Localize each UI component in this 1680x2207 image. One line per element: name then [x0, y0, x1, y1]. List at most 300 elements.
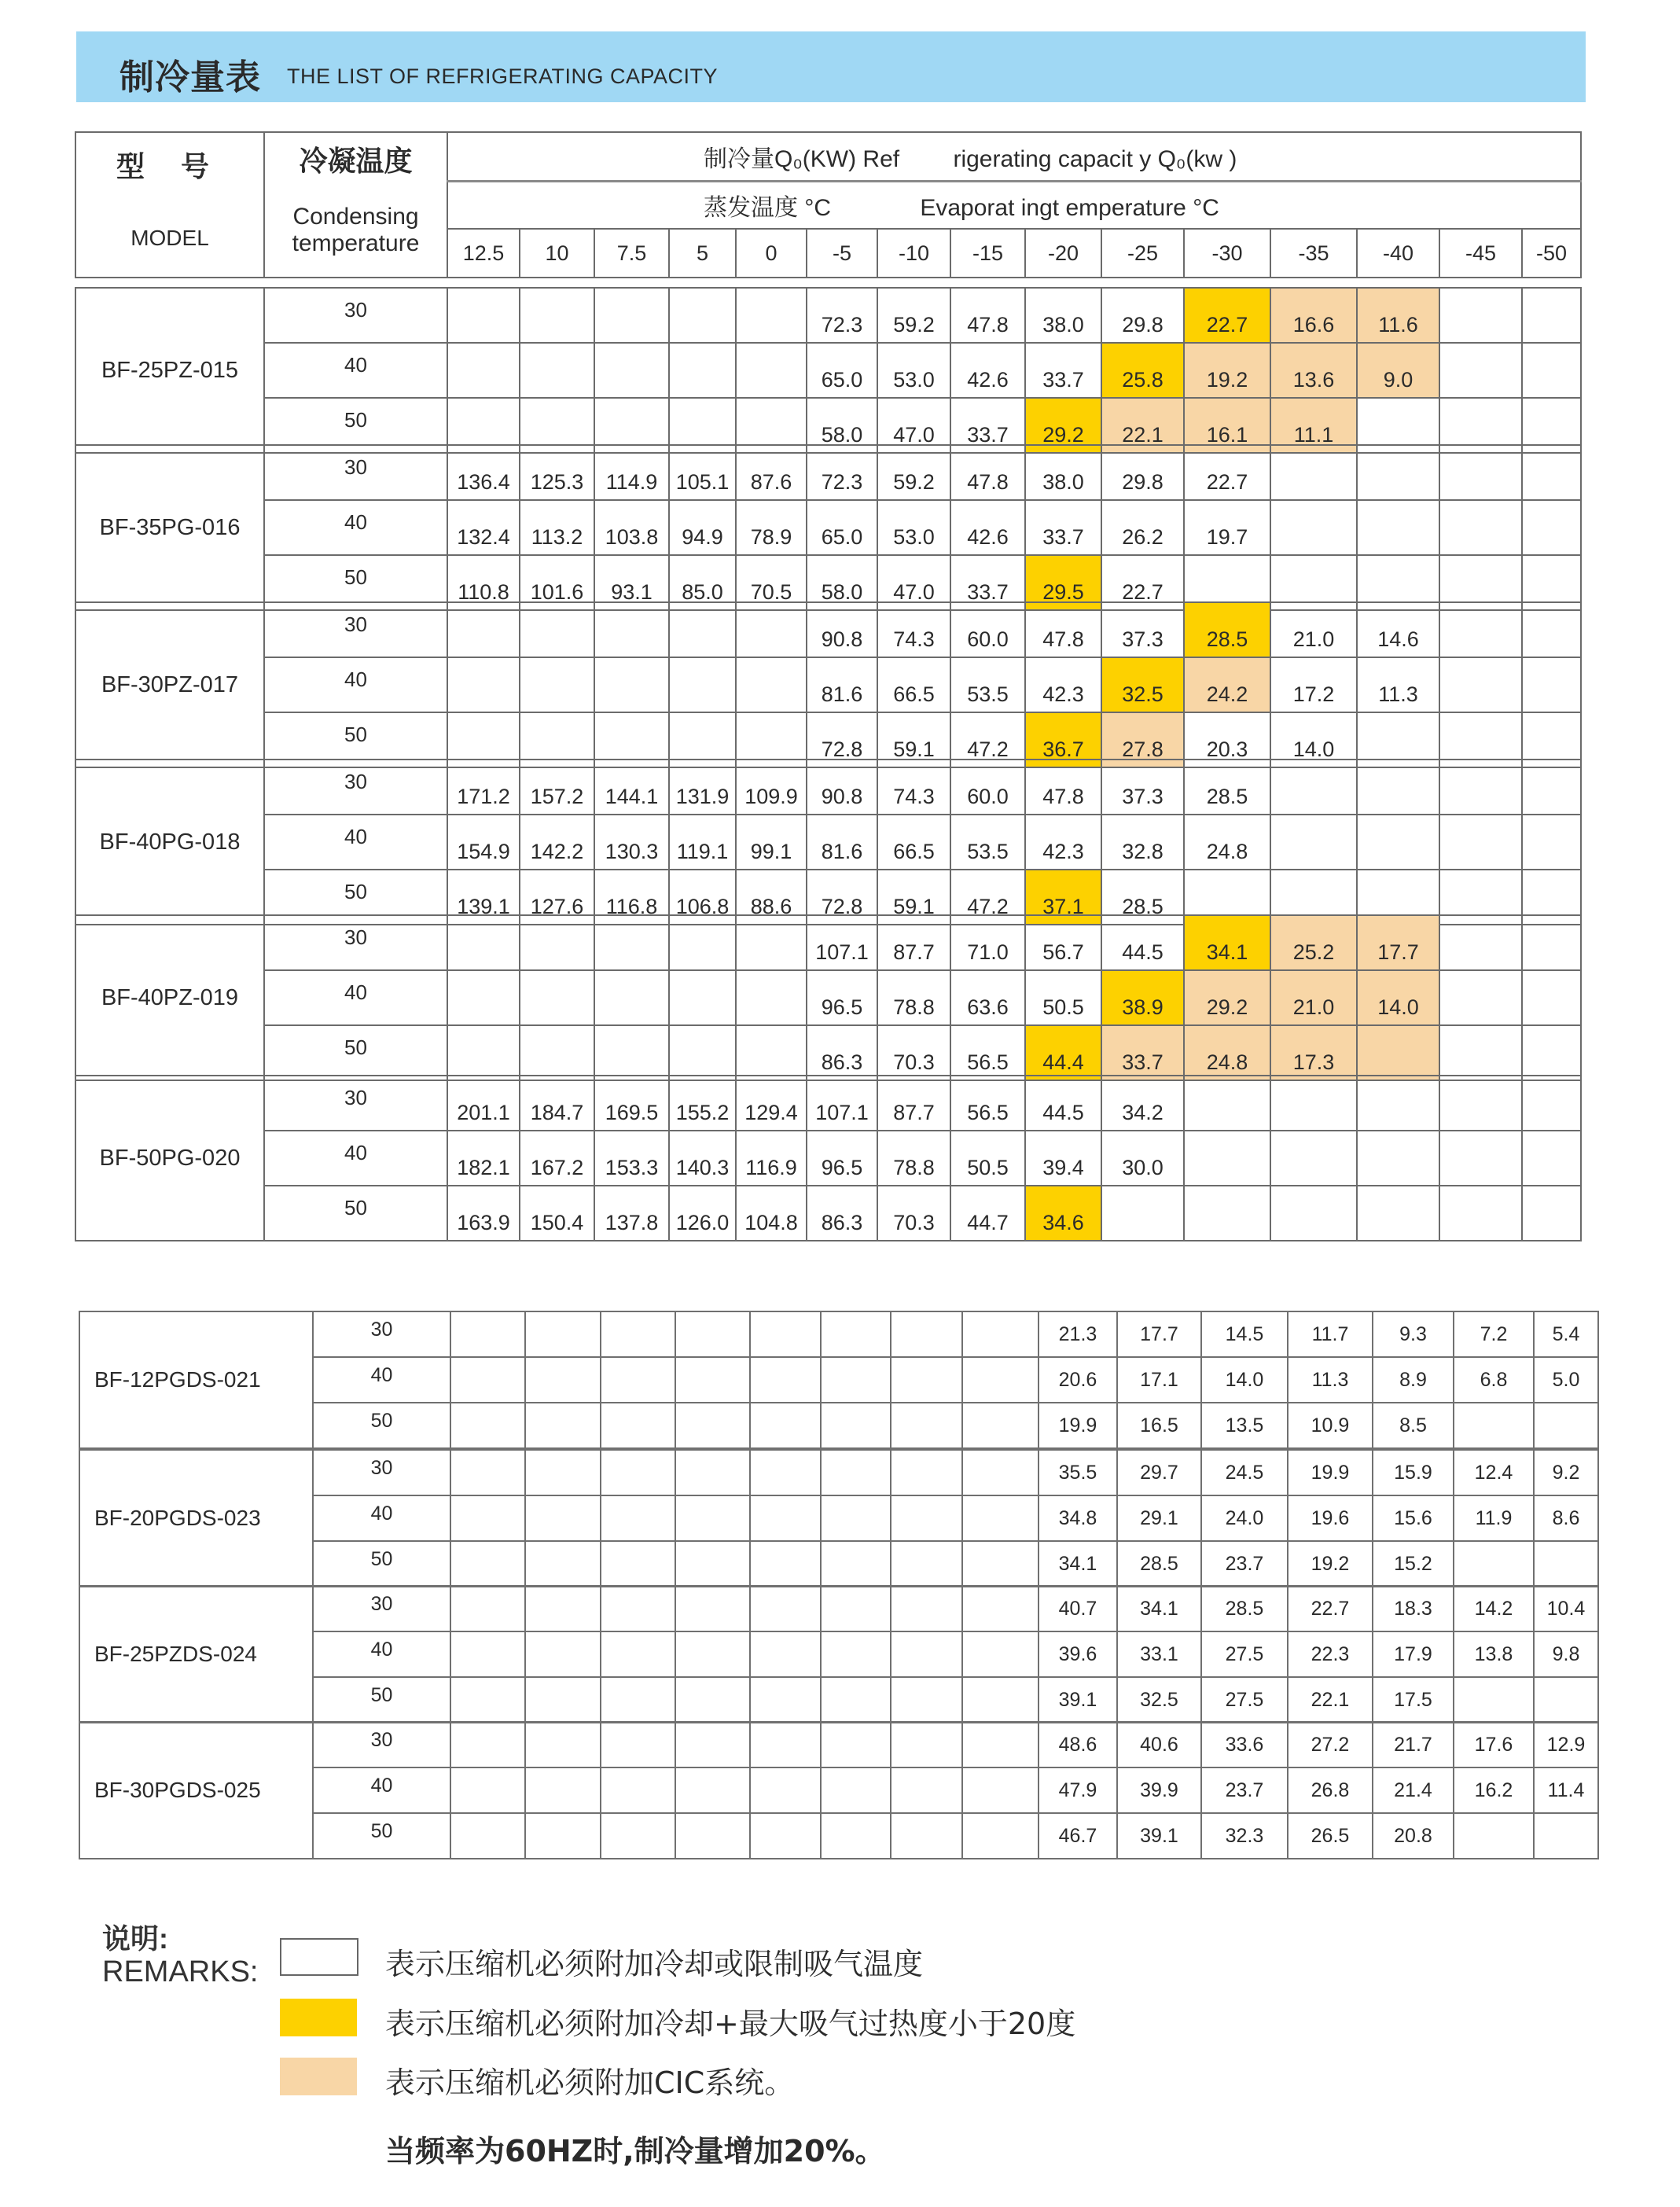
capacity-cell: 11.1 — [1270, 398, 1357, 453]
capacity-cell: 17.5 — [1373, 1677, 1454, 1723]
capacity-cell: 50.5 — [950, 1131, 1025, 1186]
capacity-cell: 19.6 — [1288, 1495, 1373, 1541]
empty-cell — [525, 1767, 601, 1813]
capacity-cell: 37.3 — [1101, 602, 1184, 657]
evap-temp-header: -50 — [1522, 229, 1581, 278]
capacity-cell: 116.8 — [594, 870, 669, 925]
capacity-cell: 42.6 — [950, 500, 1025, 555]
table-row — [75, 760, 1581, 815]
capacity-cell: 44.5 — [1101, 915, 1184, 970]
empty-cell — [1357, 760, 1439, 815]
empty-cell — [1439, 760, 1522, 815]
condensing-temp: 40 — [313, 1495, 450, 1541]
model-block — [75, 1075, 1582, 1241]
capacity-cell: 22.7 — [1288, 1586, 1373, 1631]
capacity-cell: 39.1 — [1039, 1677, 1117, 1723]
capacity-cell: 53.0 — [877, 500, 950, 555]
capacity-cell: 33.1 — [1117, 1631, 1201, 1677]
capacity-cell: 81.6 — [807, 815, 877, 870]
capacity-cell: 24.8 — [1184, 1025, 1270, 1080]
empty-cell — [1534, 1813, 1598, 1859]
capacity-cell: 28.5 — [1101, 870, 1184, 925]
empty-cell — [962, 1357, 1039, 1403]
capacity-cell: 30.0 — [1101, 1131, 1184, 1186]
capacity-cell: 58.0 — [807, 398, 877, 453]
empty-cell — [962, 1450, 1039, 1495]
condensing-temp: 40 — [264, 343, 447, 398]
capacity-cell: 13.8 — [1454, 1631, 1534, 1677]
capacity-cell: 131.9 — [669, 760, 736, 815]
condensing-temp: 50 — [313, 1403, 450, 1448]
empty-cell — [1270, 1076, 1357, 1131]
capacity-cell: 33.7 — [1025, 343, 1101, 398]
capacity-cell: 8.5 — [1373, 1403, 1454, 1448]
capacity-cell: 16.2 — [1454, 1767, 1534, 1813]
empty-cell — [1357, 1131, 1439, 1186]
capacity-cell: 16.6 — [1270, 288, 1357, 343]
capacity-cell: 107.1 — [807, 1076, 877, 1131]
capacity-cell: 23.7 — [1201, 1767, 1288, 1813]
empty-cell — [525, 1813, 601, 1859]
capacity-cell: 26.5 — [1288, 1813, 1373, 1859]
empty-cell — [520, 1025, 594, 1080]
capacity-cell: 28.5 — [1117, 1541, 1201, 1587]
capacity-cell: 109.9 — [736, 760, 807, 815]
evap-temp-header: -45 — [1439, 229, 1522, 278]
capacity-cell: 9.0 — [1357, 343, 1439, 398]
capacity-cell: 47.8 — [950, 445, 1025, 500]
model-block — [79, 1721, 1599, 1859]
empty-cell — [736, 343, 807, 398]
empty-cell — [750, 1677, 821, 1723]
empty-cell — [594, 970, 669, 1025]
capacity-cell: 87.7 — [877, 915, 950, 970]
condensing-header-en-1: Condensing — [292, 204, 419, 230]
empty-cell — [675, 1586, 750, 1631]
capacity-cell: 116.9 — [736, 1131, 807, 1186]
empty-cell — [675, 1541, 750, 1587]
evap-header-zh: 蒸发温度 °C — [704, 195, 831, 221]
model-block — [79, 1449, 1599, 1587]
empty-cell — [1439, 970, 1522, 1025]
condensing-temp: 50 — [264, 555, 447, 610]
empty-cell — [962, 1586, 1039, 1631]
empty-cell — [1454, 1677, 1534, 1723]
model-name: BF-25PZ-015 — [75, 288, 264, 453]
remarks-title-zh: 说明: — [102, 1922, 168, 1955]
capacity-cell: 22.7 — [1184, 445, 1270, 500]
capacity-cell: 184.7 — [520, 1076, 594, 1131]
empty-cell — [450, 1722, 525, 1767]
capacity-cell: 22.1 — [1288, 1677, 1373, 1723]
empty-cell — [601, 1813, 675, 1859]
capacity-cell: 70.5 — [736, 555, 807, 610]
capacity-cell: 72.3 — [807, 445, 877, 500]
capacity-cell: 106.8 — [669, 870, 736, 925]
empty-cell — [750, 1311, 821, 1357]
capacity-cell: 59.2 — [877, 288, 950, 343]
empty-cell — [450, 1541, 525, 1587]
empty-cell — [891, 1677, 962, 1723]
capacity-cell: 114.9 — [594, 445, 669, 500]
title-banner — [76, 31, 1586, 102]
capacity-cell: 8.6 — [1534, 1495, 1598, 1541]
empty-cell — [1357, 1186, 1439, 1241]
empty-cell — [669, 657, 736, 712]
empty-cell — [601, 1631, 675, 1677]
capacity-cell: 150.4 — [520, 1186, 594, 1241]
capacity-cell: 48.6 — [1039, 1722, 1117, 1767]
empty-cell — [525, 1450, 601, 1495]
capacity-cell: 28.5 — [1184, 602, 1270, 657]
empty-cell — [1270, 760, 1357, 815]
condensing-temp: 50 — [313, 1541, 450, 1587]
empty-cell — [450, 1631, 525, 1677]
empty-cell — [520, 343, 594, 398]
capacity-cell: 17.9 — [1373, 1631, 1454, 1677]
condensing-temp: 30 — [264, 445, 447, 500]
capacity-cell: 81.6 — [807, 657, 877, 712]
capacity-cell: 19.2 — [1288, 1541, 1373, 1587]
empty-cell — [962, 1722, 1039, 1767]
empty-cell — [1454, 1541, 1534, 1587]
capacity-cell: 93.1 — [594, 555, 669, 610]
condensing-temp: 40 — [264, 1131, 447, 1186]
empty-cell — [962, 1541, 1039, 1587]
empty-cell — [450, 1450, 525, 1495]
empty-cell — [1357, 445, 1439, 500]
table-row — [75, 970, 1581, 1025]
empty-cell — [1439, 815, 1522, 870]
empty-cell — [891, 1450, 962, 1495]
capacity-cell: 8.9 — [1373, 1357, 1454, 1403]
legend-text-yellow: 表示压缩机必须附加冷却+最大吸气过热度小于20度 — [385, 2007, 1076, 2041]
capacity-cell: 47.0 — [877, 555, 950, 610]
capacity-cell: 42.3 — [1025, 815, 1101, 870]
empty-cell — [525, 1357, 601, 1403]
empty-cell — [1357, 1025, 1439, 1080]
capacity-cell: 32.3 — [1201, 1813, 1288, 1859]
capacity-cell: 25.8 — [1101, 343, 1184, 398]
empty-cell — [821, 1813, 891, 1859]
empty-cell — [1454, 1813, 1534, 1859]
capacity-cell: 142.2 — [520, 815, 594, 870]
empty-cell — [736, 970, 807, 1025]
evap-temp-header: 5 — [669, 229, 736, 278]
empty-cell — [447, 970, 520, 1025]
empty-cell — [447, 657, 520, 712]
capacity-cell: 46.7 — [1039, 1813, 1117, 1859]
condensing-temp: 50 — [264, 1186, 447, 1241]
empty-cell — [525, 1677, 601, 1723]
empty-cell — [450, 1403, 525, 1448]
empty-cell — [891, 1813, 962, 1859]
capacity-cell: 15.6 — [1373, 1495, 1454, 1541]
empty-cell — [750, 1767, 821, 1813]
empty-cell — [736, 602, 807, 657]
empty-cell — [594, 657, 669, 712]
evap-temp-header: -25 — [1101, 229, 1184, 278]
capacity-cell: 10.4 — [1534, 1586, 1598, 1631]
empty-cell — [675, 1722, 750, 1767]
empty-cell — [450, 1357, 525, 1403]
empty-cell — [525, 1631, 601, 1677]
model-block — [75, 914, 1582, 1081]
empty-cell — [525, 1403, 601, 1448]
capacity-cell: 11.4 — [1534, 1767, 1598, 1813]
capacity-cell: 39.9 — [1117, 1767, 1201, 1813]
empty-cell — [601, 1586, 675, 1631]
capacity-cell: 9.2 — [1534, 1450, 1598, 1495]
capacity-cell: 11.9 — [1454, 1495, 1534, 1541]
capacity-cell: 29.8 — [1101, 288, 1184, 343]
evap-temp-header: 7.5 — [594, 229, 669, 278]
capacity-cell: 153.3 — [594, 1131, 669, 1186]
empty-cell — [891, 1722, 962, 1767]
capacity-cell: 113.2 — [520, 500, 594, 555]
capacity-cell: 60.0 — [950, 760, 1025, 815]
capacity-cell: 21.3 — [1039, 1311, 1117, 1357]
condensing-temp: 40 — [313, 1357, 450, 1403]
capacity-cell: 9.3 — [1373, 1311, 1454, 1357]
empty-cell — [525, 1541, 601, 1587]
capacity-cell: 101.6 — [520, 555, 594, 610]
capacity-cell: 78.8 — [877, 1131, 950, 1186]
capacity-cell: 11.7 — [1288, 1311, 1373, 1357]
capacity-cell: 16.1 — [1184, 398, 1270, 453]
empty-cell — [669, 602, 736, 657]
capacity-cell: 65.0 — [807, 500, 877, 555]
empty-cell — [821, 1586, 891, 1631]
capacity-cell: 33.6 — [1201, 1722, 1288, 1767]
capacity-cell: 19.9 — [1288, 1450, 1373, 1495]
condensing-temp: 30 — [313, 1586, 450, 1631]
capacity-cell: 38.0 — [1025, 445, 1101, 500]
empty-cell — [675, 1450, 750, 1495]
condensing-temp: 30 — [264, 602, 447, 657]
capacity-cell: 24.2 — [1184, 657, 1270, 712]
empty-cell — [962, 1311, 1039, 1357]
empty-cell — [821, 1631, 891, 1677]
empty-cell — [891, 1311, 962, 1357]
empty-cell — [750, 1495, 821, 1541]
capacity-cell: 19.9 — [1039, 1403, 1117, 1448]
table-row — [79, 1586, 1598, 1631]
capacity-cell: 29.2 — [1184, 970, 1270, 1025]
capacity-cell: 40.7 — [1039, 1586, 1117, 1631]
empty-cell — [601, 1311, 675, 1357]
empty-cell — [821, 1403, 891, 1448]
capacity-cell: 39.6 — [1039, 1631, 1117, 1677]
capacity-cell: 19.2 — [1184, 343, 1270, 398]
capacity-cell: 40.6 — [1117, 1722, 1201, 1767]
empty-cell — [594, 602, 669, 657]
empty-cell — [750, 1722, 821, 1767]
capacity-cell: 14.0 — [1201, 1357, 1288, 1403]
model-name: BF-35PG-016 — [75, 445, 264, 610]
empty-cell — [962, 1631, 1039, 1677]
capacity-cell: 26.2 — [1101, 500, 1184, 555]
capacity-cell: 17.7 — [1357, 915, 1439, 970]
remarks-title-en: REMARKS: — [102, 1955, 259, 1988]
model-header — [75, 132, 264, 278]
empty-cell — [1534, 1541, 1598, 1587]
capacity-cell: 99.1 — [736, 815, 807, 870]
empty-cell — [750, 1586, 821, 1631]
capacity-cell: 155.2 — [669, 1076, 736, 1131]
capacity-cell: 32.8 — [1101, 815, 1184, 870]
capacity-cell: 169.5 — [594, 1076, 669, 1131]
empty-cell — [1522, 1025, 1581, 1080]
table-row — [75, 500, 1581, 555]
legend-swatch-orange — [280, 2058, 357, 2095]
capacity-cell: 32.5 — [1117, 1677, 1201, 1723]
condensing-header-zh: 冷凝温度 — [299, 145, 413, 177]
table-row — [75, 815, 1581, 870]
empty-cell — [601, 1541, 675, 1587]
capacity-cell: 74.3 — [877, 602, 950, 657]
capacity-cell: 110.8 — [447, 555, 520, 610]
capacity-cell: 144.1 — [594, 760, 669, 815]
empty-cell — [1522, 1186, 1581, 1241]
capacity-cell: 53.5 — [950, 815, 1025, 870]
capacity-cell: 59.2 — [877, 445, 950, 500]
capacity-cell: 25.2 — [1270, 915, 1357, 970]
capacity-cell: 12.9 — [1534, 1722, 1598, 1767]
condensing-temp: 40 — [264, 500, 447, 555]
capacity-cell: 5.4 — [1534, 1311, 1598, 1357]
capacity-cell: 29.1 — [1117, 1495, 1201, 1541]
capacity-cell: 17.3 — [1270, 1025, 1357, 1080]
empty-cell — [450, 1677, 525, 1723]
condensing-temp: 40 — [264, 657, 447, 712]
empty-cell — [1439, 657, 1522, 712]
capacity-cell: 60.0 — [950, 602, 1025, 657]
capacity-cell: 125.3 — [520, 445, 594, 500]
capacity-cell: 47.2 — [950, 712, 1025, 767]
evap-header-en: Evaporat ingt emperature °C — [920, 195, 1219, 221]
empty-cell — [962, 1495, 1039, 1541]
model-header-zh: 型 号 — [116, 150, 223, 182]
capacity-cell: 130.3 — [594, 815, 669, 870]
empty-cell — [447, 915, 520, 970]
condensing-temp: 40 — [313, 1631, 450, 1677]
capacity-cell: 35.5 — [1039, 1450, 1117, 1495]
capacity-cell: 29.5 — [1025, 555, 1101, 610]
empty-cell — [750, 1357, 821, 1403]
capacity-cell: 167.2 — [520, 1131, 594, 1186]
empty-cell — [1522, 288, 1581, 343]
empty-cell — [1270, 815, 1357, 870]
empty-cell — [601, 1722, 675, 1767]
table-row — [75, 1025, 1581, 1080]
capacity-cell: 44.4 — [1025, 1025, 1101, 1080]
empty-cell — [1439, 1186, 1522, 1241]
empty-cell — [669, 288, 736, 343]
model-block — [75, 759, 1582, 925]
capacity-cell: 38.0 — [1025, 288, 1101, 343]
capacity-cell: 37.1 — [1025, 870, 1101, 925]
evap-temp-header: -15 — [950, 229, 1025, 278]
capacity-cell: 23.7 — [1201, 1541, 1288, 1587]
empty-cell — [594, 288, 669, 343]
legend-swatch-white — [280, 1938, 358, 1976]
capacity-cell: 34.8 — [1039, 1495, 1117, 1541]
model-name: BF-50PG-020 — [75, 1076, 264, 1241]
capacity-cell: 29.8 — [1101, 445, 1184, 500]
capacity-cell: 9.8 — [1534, 1631, 1598, 1677]
table-row — [79, 1722, 1598, 1767]
empty-cell — [1270, 445, 1357, 500]
empty-cell — [1439, 1131, 1522, 1186]
empty-cell — [891, 1767, 962, 1813]
empty-cell — [1439, 915, 1522, 970]
capacity-cell: 126.0 — [669, 1186, 736, 1241]
table-row — [75, 602, 1581, 657]
capacity-cell: 34.1 — [1117, 1586, 1201, 1631]
capacity-cell: 163.9 — [447, 1186, 520, 1241]
empty-cell — [601, 1677, 675, 1723]
empty-cell — [736, 288, 807, 343]
empty-cell — [1357, 815, 1439, 870]
capacity-cell: 17.6 — [1454, 1722, 1534, 1767]
legend-swatch-yellow — [280, 1999, 357, 2036]
empty-cell — [1184, 1076, 1270, 1131]
capacity-cell: 127.6 — [520, 870, 594, 925]
empty-cell — [520, 915, 594, 970]
model-header-en: MODEL — [131, 226, 209, 250]
capacity-cell: 65.0 — [807, 343, 877, 398]
evap-temp-header: -40 — [1357, 229, 1439, 278]
capacity-cell: 56.5 — [950, 1025, 1025, 1080]
table-row — [79, 1450, 1598, 1495]
empty-cell — [601, 1357, 675, 1403]
capacity-cell: 86.3 — [807, 1186, 877, 1241]
capacity-cell: 27.2 — [1288, 1722, 1373, 1767]
model-block — [75, 444, 1582, 611]
condensing-temp: 40 — [264, 815, 447, 870]
empty-cell — [450, 1767, 525, 1813]
capacity-cell: 47.8 — [1025, 602, 1101, 657]
empty-cell — [1534, 1677, 1598, 1723]
capacity-cell: 14.5 — [1201, 1311, 1288, 1357]
empty-cell — [750, 1813, 821, 1859]
empty-cell — [675, 1767, 750, 1813]
capacity-cell: 11.3 — [1357, 657, 1439, 712]
capacity-cell: 78.9 — [736, 500, 807, 555]
capacity-cell: 28.5 — [1184, 760, 1270, 815]
condensing-temp: 50 — [264, 1025, 447, 1080]
table-row — [75, 343, 1581, 398]
empty-cell — [891, 1403, 962, 1448]
capacity-cell: 47.9 — [1039, 1767, 1117, 1813]
capacity-cell: 132.4 — [447, 500, 520, 555]
capacity-cell: 26.8 — [1288, 1767, 1373, 1813]
capacity-cell: 29.2 — [1025, 398, 1101, 453]
empty-cell — [525, 1311, 601, 1357]
model-block — [79, 1585, 1599, 1723]
legend-text-white: 表示压缩机必须附加冷却或限制吸气温度 — [385, 1947, 924, 1981]
condensing-temp: 50 — [264, 712, 447, 767]
capacity-cell: 154.9 — [447, 815, 520, 870]
capacity-cell: 201.1 — [447, 1076, 520, 1131]
evap-temp-header: -5 — [807, 229, 877, 278]
condensing-header — [264, 132, 447, 278]
capacity-cell: 157.2 — [520, 760, 594, 815]
empty-cell — [1522, 1076, 1581, 1131]
remarks-title — [102, 1922, 258, 1988]
capacity-cell: 27.8 — [1101, 712, 1184, 767]
